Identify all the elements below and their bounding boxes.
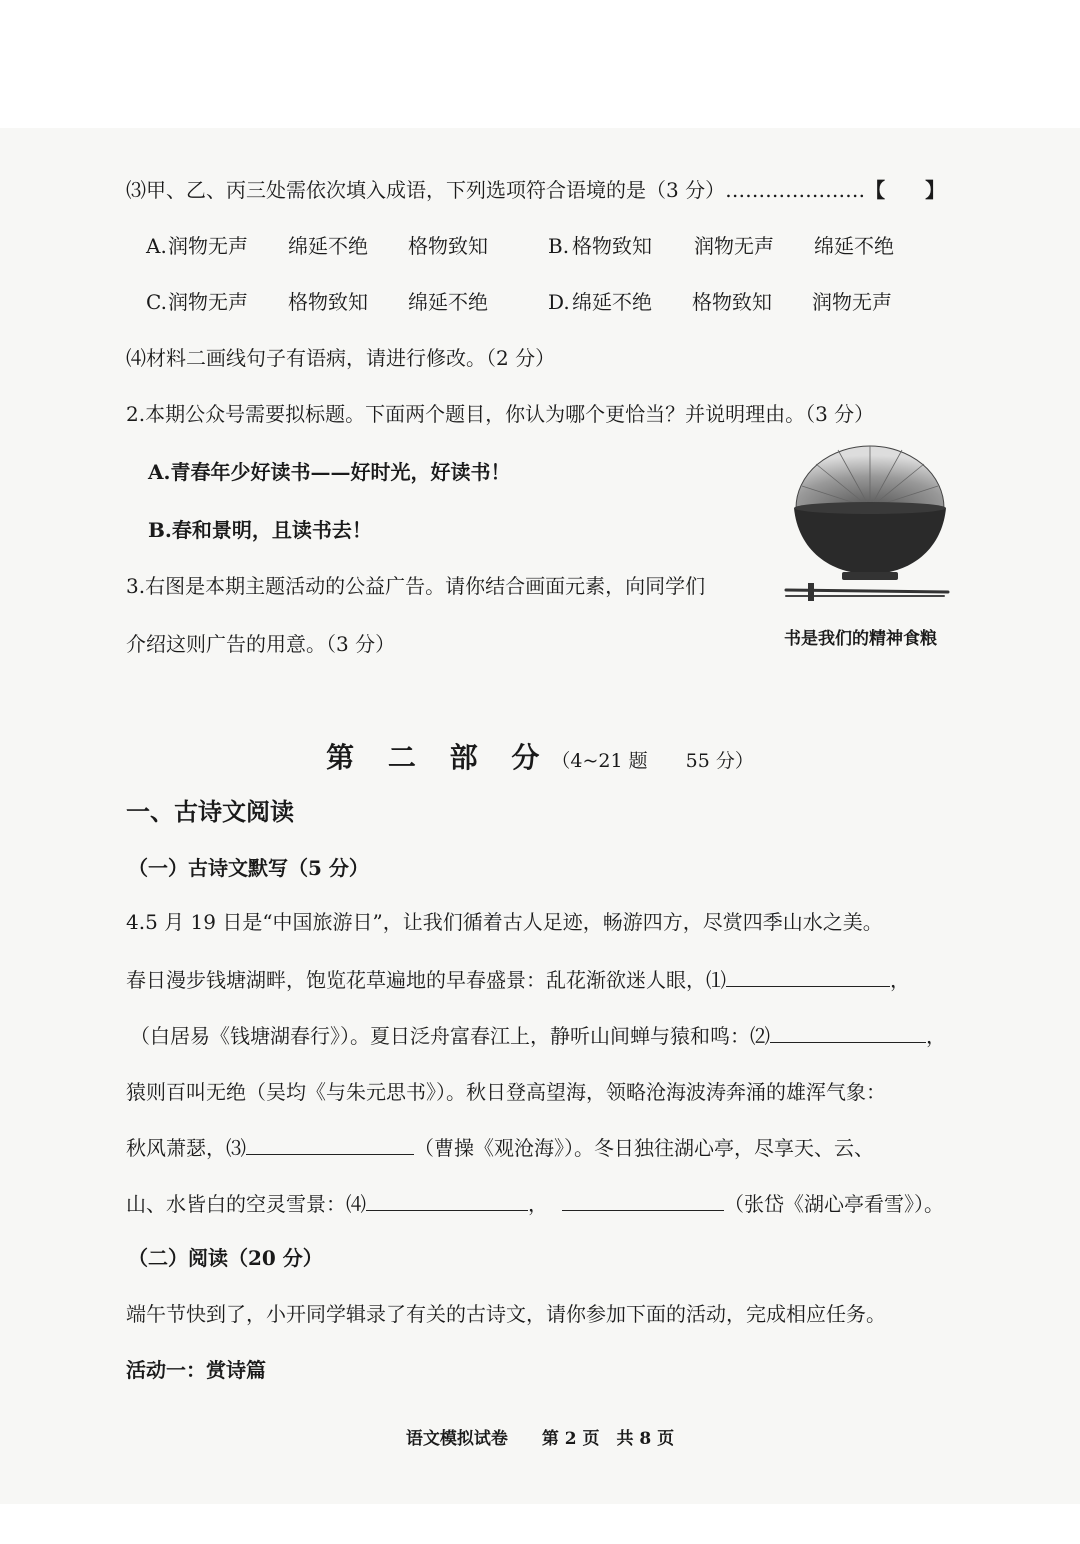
option-label: A.: [146, 234, 167, 258]
item3-line2: 介绍这则广告的用意。（3 分）: [126, 632, 396, 656]
subsection-heading-1: （一）古诗文默写（5 分）: [128, 856, 369, 880]
subsection-heading-2: （二）阅读（20 分）: [128, 1246, 323, 1270]
item2-option-a: A.青春年少好读书——好时光，好读书！: [148, 460, 511, 484]
item4-line3: （白居易《钱塘湖春行》）。夏日泛舟富春江上，静听山间蝉与猿和鸣：⑵ ，: [130, 1024, 946, 1048]
item4-line5: 秋风萧瑟，⑶ （曹操《观沧海》）。冬日独往湖心亭，尽享天、云、: [126, 1136, 874, 1160]
option-word: 润物无声: [168, 290, 248, 314]
item2-stem: 2.本期公众号需要拟标题。下面两个题目，你认为哪个更恰当？并说明理由。（3 分）: [126, 402, 875, 426]
option-label: D.: [548, 290, 570, 314]
option-word: 润物无声: [694, 234, 774, 258]
option-label: B.: [548, 234, 570, 258]
option-word: 润物无声: [812, 290, 892, 314]
option-word: 绵延不绝: [288, 234, 368, 258]
item3-line1: 3.右图是本期主题活动的公益广告。请你结合画面元素，向同学们: [126, 574, 706, 598]
part-title-sub: （4~21 题 55 分）: [551, 750, 754, 772]
option-word: 格物致知: [288, 290, 368, 314]
reading-intro: 端午节快到了，小开同学辑录了有关的古诗文，请你参加下面的活动，完成相应任务。: [126, 1302, 886, 1326]
figure-caption: 书是我们的精神食粮: [784, 629, 937, 649]
section-heading: 一、古诗文阅读: [126, 797, 294, 826]
answer-blank-2: [770, 1024, 926, 1043]
answer-blank-4: [366, 1192, 528, 1211]
option-word: 润物无声: [168, 234, 248, 258]
option-word: 绵延不绝: [572, 290, 652, 314]
answer-blank-5: [562, 1192, 724, 1211]
answer-blank-1: [726, 968, 890, 987]
item4-line4: 猿则百叫无绝（吴均《与朱元思书》）。秋日登高望海，领略沧海波涛奔涌的雄浑气象：: [126, 1080, 886, 1104]
q3-stem: ⑶甲、乙、丙三处需依次填入成语，下列选项符合语境的是（3 分）…………………【 】: [126, 178, 946, 202]
option-word: 格物致知: [572, 234, 652, 258]
page-footer: 语文模拟试卷 第 2 页 共 8 页: [405, 1429, 675, 1449]
item4-line6: 山、水皆白的空灵雪景：⑷ ， （张岱《湖心亭看雪》）。: [126, 1192, 944, 1216]
part-title: [0, 736, 1080, 776]
option-word: 格物致知: [692, 290, 772, 314]
option-word: 绵延不绝: [814, 234, 894, 258]
option-word: 绵延不绝: [408, 290, 488, 314]
activity-heading: 活动一：赏诗篇: [126, 1358, 266, 1382]
item2-option-b: B.春和景明，且读书去！: [148, 518, 372, 542]
answer-bracket: 【 】: [865, 178, 946, 202]
item4-line1: 4.5 月 19 日是“中国旅游日”，让我们循着古人足迹，畅游四方，尽赏四季山水之美。: [126, 910, 883, 934]
q4-stem: ⑷材料二画线句子有语病，请进行修改。（2 分）: [126, 346, 556, 370]
option-label: C.: [146, 290, 167, 314]
part-title-main: 第 二 部 分: [326, 741, 552, 774]
item4-line2: 春日漫步钱塘湖畔，饱览花草遍地的早春盛景：乱花渐欲迷人眼，⑴ ，: [126, 968, 910, 992]
book-bowl-chopsticks-icon: [780, 440, 960, 610]
answer-blank-3: [246, 1136, 414, 1155]
option-word: 格物致知: [408, 234, 488, 258]
